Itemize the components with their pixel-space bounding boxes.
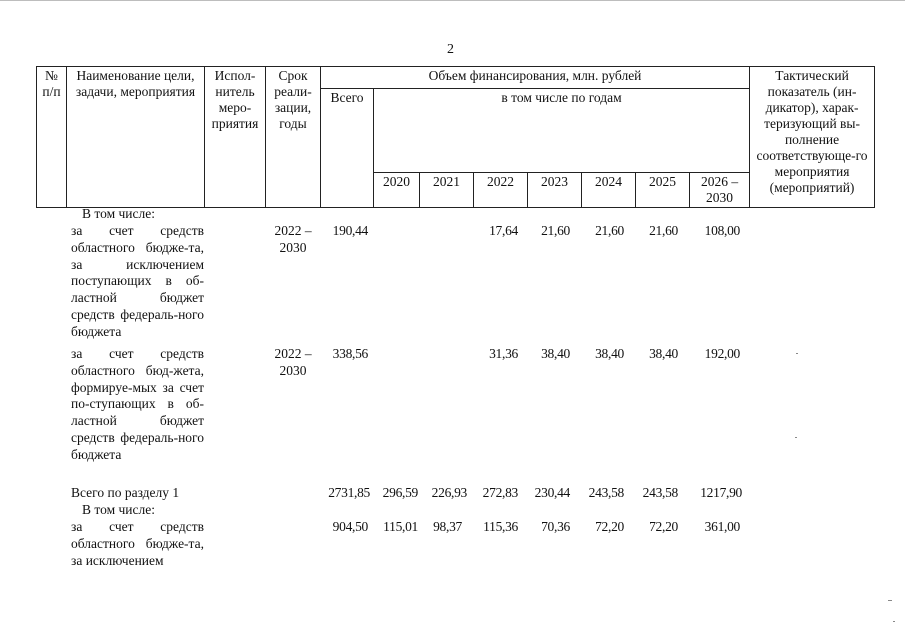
header-num: № п/п — [37, 67, 67, 208]
cell-2022: 17,64 — [489, 223, 518, 238]
cell-2026-2030: 192,00 — [704, 346, 740, 361]
header-year-2023: 2023 — [528, 173, 582, 208]
scan-speck — [795, 437, 797, 438]
header-by-years: в том числе по годам — [374, 89, 750, 173]
header-total: Всего — [321, 89, 374, 208]
cell-2020: 296,59 — [382, 485, 418, 500]
cell-2024: 21,60 — [595, 223, 624, 238]
cell-total: 190,44 — [332, 223, 368, 238]
row-period: 2022 – 2030 — [274, 223, 312, 255]
row-label-section-total: Всего по разделу 1 — [71, 485, 180, 500]
header-executor: Испол-нитель меро-приятия — [205, 67, 266, 208]
row-label-including: В том числе: — [82, 206, 155, 221]
cell-2026-2030: 361,00 — [704, 519, 740, 534]
cell-total: 338,56 — [332, 346, 368, 361]
scan-speck — [893, 621, 895, 622]
row-label-regional-budget-excluding: за счет средств областного бюдже-та, за исключением поступающих в об-ластной бюджет средств федераль-ного бюджета — [71, 223, 204, 339]
page-number: 2 — [447, 42, 454, 57]
cell-total: 904,50 — [332, 519, 368, 534]
cell-2024: 38,40 — [595, 346, 624, 361]
cell-2025: 243,58 — [642, 485, 678, 500]
cell-2025: 72,20 — [649, 519, 678, 534]
table-header — [36, 66, 875, 208]
header-year-2021: 2021 — [420, 173, 474, 208]
scan-speck — [888, 600, 892, 601]
scan-top-edge — [0, 0, 905, 1]
cell-2021: 226,93 — [431, 485, 467, 500]
header-year-2024: 2024 — [582, 173, 636, 208]
cell-2022: 272,83 — [482, 485, 518, 500]
row-label-regional-budget-excluding: за счет средств областного бюдже-та, за исключением — [71, 519, 204, 568]
cell-total: 2731,85 — [328, 485, 370, 500]
cell-2024: 72,20 — [595, 519, 624, 534]
header-indicator: Тактический показатель (ин-дикатор), харак-теризующий вы-полнение соответствующе-го мероприятия (мероприятий) — [750, 67, 875, 208]
cell-2025: 21,60 — [649, 223, 678, 238]
header-year-2022: 2022 — [474, 173, 528, 208]
cell-2020: 115,01 — [383, 519, 418, 534]
cell-2023: 230,44 — [534, 485, 570, 500]
header-year-2020: 2020 — [374, 173, 420, 208]
cell-2023: 21,60 — [541, 223, 570, 238]
header-year-2026-2030: 2026 – 2030 — [690, 173, 750, 208]
scan-speck — [796, 353, 798, 354]
table-body — [0, 206, 905, 639]
cell-2021: 98,37 — [433, 519, 462, 534]
header-year-2025: 2025 — [636, 173, 690, 208]
row-period: 2022 – 2030 — [274, 346, 312, 378]
cell-2026-2030: 1217,90 — [700, 485, 742, 500]
cell-2022: 115,36 — [483, 519, 518, 534]
cell-2026-2030: 108,00 — [704, 223, 740, 238]
header-name: Наименование цели, задачи, мероприятия — [67, 67, 205, 208]
cell-2024: 243,58 — [588, 485, 624, 500]
cell-2025: 38,40 — [649, 346, 678, 361]
row-label-regional-budget-federal-transfers: за счет средств областного бюд-жета, формируе-мых за счет по-ступающих в об-ластной бюджет средств федераль-ного бюджета — [71, 346, 204, 462]
cell-2023: 38,40 — [541, 346, 570, 361]
cell-2023: 70,36 — [541, 519, 570, 534]
header-volume: Объем финансирования, млн. рублей — [321, 67, 750, 89]
header-period: Срок реали-зации, годы — [266, 67, 321, 208]
cell-2022: 31,36 — [489, 346, 518, 361]
row-label-including: В том числе: — [82, 502, 155, 517]
